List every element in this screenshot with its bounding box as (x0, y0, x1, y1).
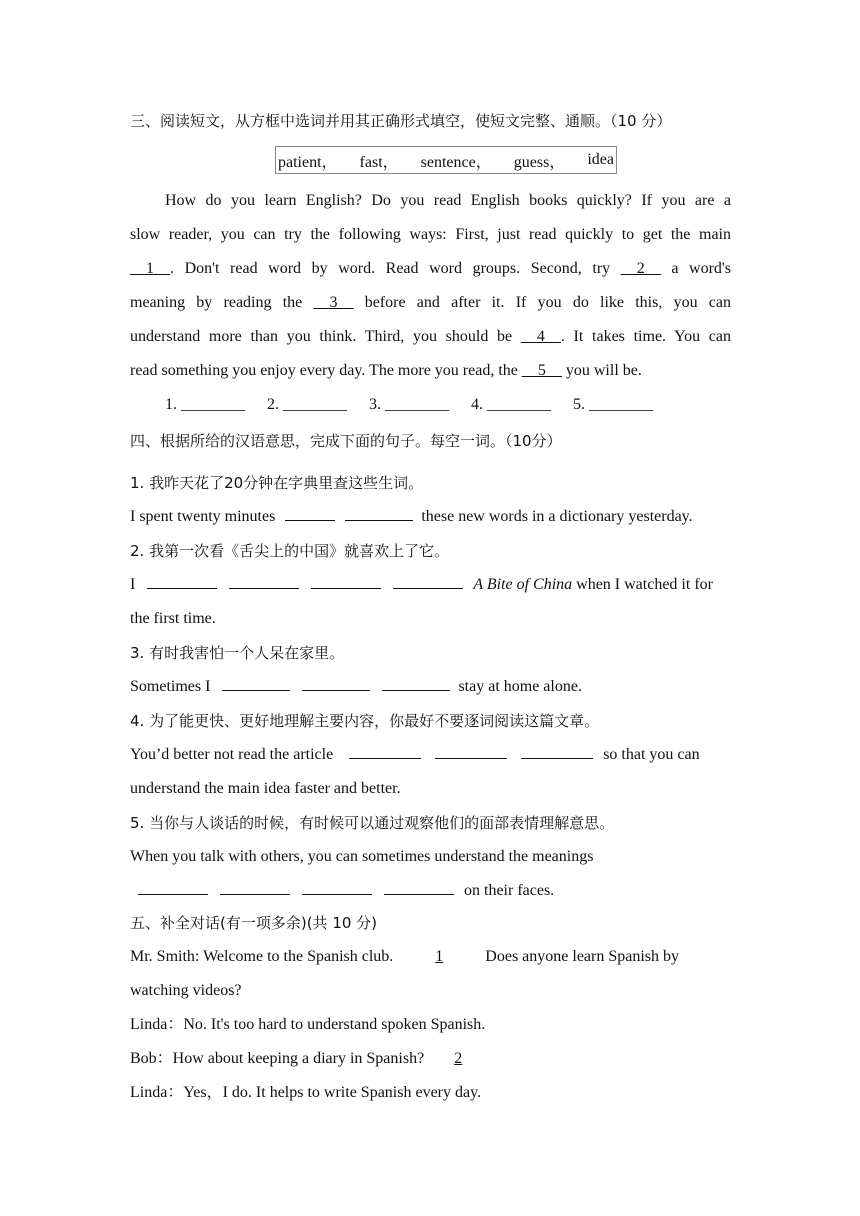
question-text: 2. 我第一次看《舌尖上的中国》就喜欢上了它。 (130, 542, 450, 560)
passage-text: . Don't read word by word. Read word groups. Second, try (170, 260, 621, 277)
question-text: 5. 当你与人谈话的时候，有时候可以通过观察他们的面部表情理解意思。 (130, 814, 615, 832)
dialogue-text: Does anyone learn Spanish by (485, 948, 680, 965)
answer-row (165, 388, 685, 422)
fill-blank[interactable] (138, 880, 208, 895)
dialogue-blank-1[interactable]: 1 (435, 948, 444, 965)
question-4-english-cont (130, 772, 731, 806)
section4-heading-text: 四、根据所给的汉语意思，完成下面的句子。每空一词。（10分） (130, 432, 562, 450)
answer-blank-3[interactable]: 3. ________ (369, 396, 449, 413)
question-text: I spent twenty minutes (130, 508, 276, 525)
section5-heading (130, 906, 731, 940)
question-5-english (130, 840, 731, 874)
question-2-chinese (130, 534, 731, 568)
fill-blank[interactable] (345, 506, 413, 521)
passage-line (130, 354, 731, 388)
answer-blank-2[interactable]: 2. ________ (267, 396, 347, 413)
dialogue-text: Bob：How about keeping a diary in Spanish? (130, 1050, 425, 1067)
blank-1: __1__ (130, 260, 170, 277)
passage-line (130, 286, 731, 320)
passage-text: before and after it. If you do like this, you can (353, 294, 731, 311)
question-text: You’d better not read the article (130, 746, 334, 763)
passage-text: a word's (660, 260, 732, 277)
blank-3: __3__ (313, 294, 354, 311)
section5-heading-text: 五、补全对话(有一项多余)(共 10 分) (130, 914, 378, 932)
question-text: When you talk with others, you can sometimes understand the meanings (130, 848, 594, 865)
dialogue-line (130, 940, 731, 974)
fill-blank[interactable] (393, 574, 463, 589)
passage-text: meaning by reading the (130, 294, 314, 311)
question-1-chinese (130, 466, 731, 500)
word-item: sentence， (420, 153, 492, 171)
dialogue-text: Linda：Yes，I do. It helps to write Spanish every day. (130, 1084, 482, 1101)
question-3-chinese (130, 636, 731, 670)
word-item: patient， (278, 153, 338, 171)
fill-blank[interactable] (382, 676, 450, 691)
question-text: these new words in a dictionary yesterday. (421, 508, 693, 525)
fill-blank[interactable] (222, 676, 290, 691)
dialogue-text: Linda：No. It's too hard to understand spoken Spanish. (130, 1016, 486, 1033)
dialogue-line (130, 1042, 731, 1076)
question-text: Sometimes I (130, 678, 211, 695)
question-text: stay at home alone. (458, 678, 582, 695)
passage-line (165, 184, 731, 218)
question-text: so that you can (603, 746, 700, 763)
dialogue-blank-2[interactable]: 2 (454, 1050, 463, 1067)
blank-4: __4__ (520, 328, 561, 345)
fill-blank[interactable] (384, 880, 454, 895)
section3-heading-text: 三、阅读短文，从方框中选词并用其正确形式填空，使短文完整、通顺。（10 分） (130, 112, 672, 130)
fill-blank[interactable] (229, 574, 299, 589)
fill-blank[interactable] (147, 574, 217, 589)
question-text: 4. 为了能更快、更好地理解主要内容，你最好不要逐词阅读这篇文章。 (130, 712, 600, 730)
section4-heading (130, 424, 731, 458)
fill-blank[interactable] (311, 574, 381, 589)
passage-text: you will be. (561, 362, 642, 379)
question-1-english (130, 500, 731, 534)
question-4-chinese (130, 704, 731, 738)
passage-text: How do you learn English? Do you read English books quickly? If you are a (165, 192, 731, 209)
dialogue-line (130, 974, 731, 1008)
book-title: A Bite of China (473, 576, 573, 593)
question-2-english-cont (130, 602, 731, 636)
question-text: 1. 我昨天花了20分钟在字典里查这些生词。 (130, 474, 424, 492)
word-item: fast， (359, 153, 399, 171)
dialogue-text: Mr. Smith: Welcome to the Spanish club. (130, 948, 394, 965)
passage-line (130, 252, 731, 286)
question-5-chinese (130, 806, 731, 840)
question-text: 3. 有时我害怕一个人呆在家里。 (130, 644, 345, 662)
question-text: on their faces. (464, 882, 555, 899)
question-3-english (130, 670, 731, 704)
fill-blank[interactable] (285, 506, 335, 521)
fill-blank[interactable] (349, 744, 421, 759)
fill-blank[interactable] (302, 676, 370, 691)
blank-2: __2__ (620, 260, 661, 277)
fill-blank[interactable] (435, 744, 507, 759)
question-text: when I watched it for (576, 576, 713, 593)
answer-blank-4[interactable]: 4. ________ (471, 396, 551, 413)
word-item: idea (587, 151, 614, 168)
answer-blank-5[interactable]: 5. ________ (573, 396, 653, 413)
fill-blank[interactable] (302, 880, 372, 895)
passage-text: understand more than you think. Third, you should be (130, 328, 521, 345)
word-box (275, 146, 617, 174)
blank-5: __5__ (521, 362, 562, 379)
dialogue-line (130, 1008, 731, 1042)
passage-text: slow reader, you can try the following ways: First, just read quickly to get the main (130, 226, 731, 243)
fill-blank[interactable] (220, 880, 290, 895)
passage-line (130, 320, 731, 354)
question-5-english-cont (130, 874, 731, 908)
question-text: I (130, 576, 136, 593)
question-2-english (130, 568, 731, 602)
answer-blank-1[interactable]: 1. ________ (165, 396, 245, 413)
fill-blank[interactable] (521, 744, 593, 759)
dialogue-line (130, 1076, 731, 1110)
section3-heading (130, 104, 731, 138)
question-text: understand the main idea faster and better. (130, 780, 401, 797)
word-item: guess， (513, 153, 566, 171)
question-4-english (130, 738, 731, 772)
dialogue-text: watching videos? (130, 982, 242, 999)
passage-text: . It takes time. You can (560, 328, 732, 345)
question-text: the first time. (130, 610, 216, 627)
passage-line (130, 218, 731, 252)
passage-text: read something you enjoy every day. The more you read, the (130, 362, 522, 379)
